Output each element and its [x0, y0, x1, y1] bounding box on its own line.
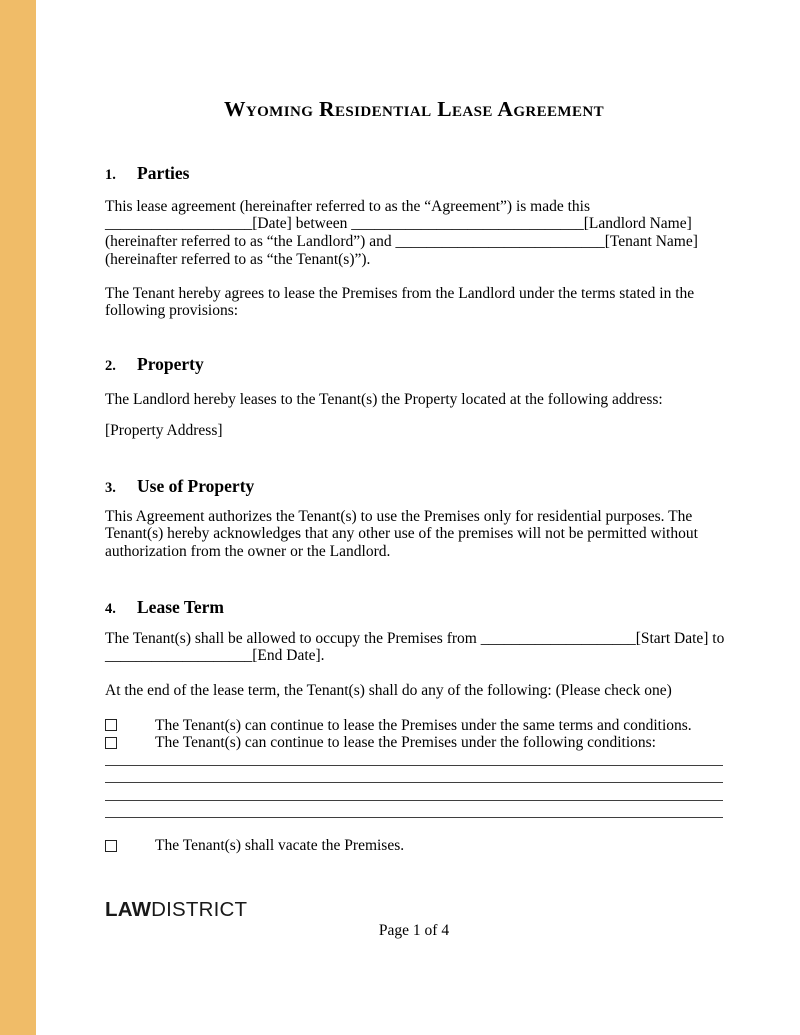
conditions-fill-in-lines — [105, 752, 723, 818]
paragraph-line: Tenant(s) hereby acknowledges that any other use of the premises will not be permitted without — [105, 525, 698, 543]
paragraph-line: This lease agreement (hereinafter referred to as the “Agreement”) is made this — [105, 197, 590, 215]
option-label: The Tenant(s) can continue to lease the Premises under the same terms and conditions. — [155, 716, 692, 734]
left-accent-strip — [0, 0, 36, 1035]
section-number: 2. — [105, 357, 116, 374]
paragraph-line: The Tenant hereby agrees to lease the Premises from the Landlord under the terms stated in the — [105, 284, 695, 302]
lease-option-row — [105, 837, 723, 855]
checkbox[interactable] — [105, 737, 117, 749]
section-number: 4. — [105, 600, 116, 617]
option-label: The Tenant(s) can continue to lease the Premises under the following conditions: — [155, 734, 656, 752]
paragraph-line: This Agreement authorizes the Tenant(s) to use the Premises only for residential purposes. The — [105, 507, 693, 525]
page-number: Page 1 of 4 — [378, 922, 450, 939]
section-number: 3. — [105, 480, 116, 497]
section-heading-property — [105, 354, 723, 376]
lease-term-paragraph-2 — [105, 682, 723, 700]
lease-document-page — [105, 0, 723, 855]
section-title: Lease Term — [137, 596, 225, 617]
section-title: Property — [137, 353, 204, 374]
fill-in-line — [105, 752, 723, 766]
parties-paragraph-1 — [105, 198, 723, 269]
paragraph-line-start-date-blank: The Tenant(s) shall be allowed to occupy the Premises from ____________________[Start Date] to — [105, 629, 725, 647]
paragraph-line: (hereinafter referred to as “the Tenant(s)”). — [105, 250, 371, 268]
paragraph-line: At the end of the lease term, the Tenant(s) shall do any of the following: (Please check one) — [105, 681, 672, 699]
paragraph-line-tenant-blank: (hereinafter referred to as “the Landlord”) and ___________________________[Tenant Name] — [105, 233, 698, 251]
property-address-placeholder — [105, 422, 723, 440]
option-label: The Tenant(s) shall vacate the Premises. — [155, 837, 405, 855]
paragraph-line-end-date-blank: ___________________[End Date]. — [105, 647, 325, 665]
fill-in-line — [105, 766, 723, 784]
lease-option-row — [105, 717, 723, 735]
lease-option-row — [105, 734, 723, 752]
paragraph-line: The Landlord hereby leases to the Tenant(s) the Property located at the following address: — [105, 390, 663, 408]
section-title: Parties — [137, 163, 190, 183]
section-heading-lease-term — [105, 597, 723, 619]
paragraph-line: [Property Address] — [105, 422, 223, 440]
lease-end-options — [105, 717, 723, 752]
parties-paragraph-2 — [105, 285, 723, 320]
logo-law-text: LAW — [105, 898, 152, 921]
fill-in-line — [105, 783, 723, 801]
checkbox[interactable] — [105, 719, 117, 731]
lawdistrict-logo — [105, 899, 247, 921]
fill-in-line — [105, 801, 723, 819]
checkbox[interactable] — [105, 840, 117, 852]
document-title: Wyoming Residential Lease Agreement — [223, 97, 605, 121]
paragraph-line: authorization from the owner or the Landlord. — [105, 543, 391, 561]
section-heading-parties — [105, 163, 723, 185]
paragraph-line: following provisions: — [105, 302, 239, 320]
section-heading-use-of-property — [105, 476, 723, 498]
lease-term-paragraph-1 — [105, 630, 723, 665]
logo-district-text: DISTRICT — [151, 898, 248, 921]
section-number: 1. — [105, 167, 116, 183]
property-paragraph — [105, 391, 723, 409]
use-of-property-paragraph — [105, 508, 723, 561]
paragraph-line-date-blank: ___________________[Date] between ______________________________[Landlord Name] — [105, 215, 692, 233]
section-title: Use of Property — [137, 476, 255, 497]
